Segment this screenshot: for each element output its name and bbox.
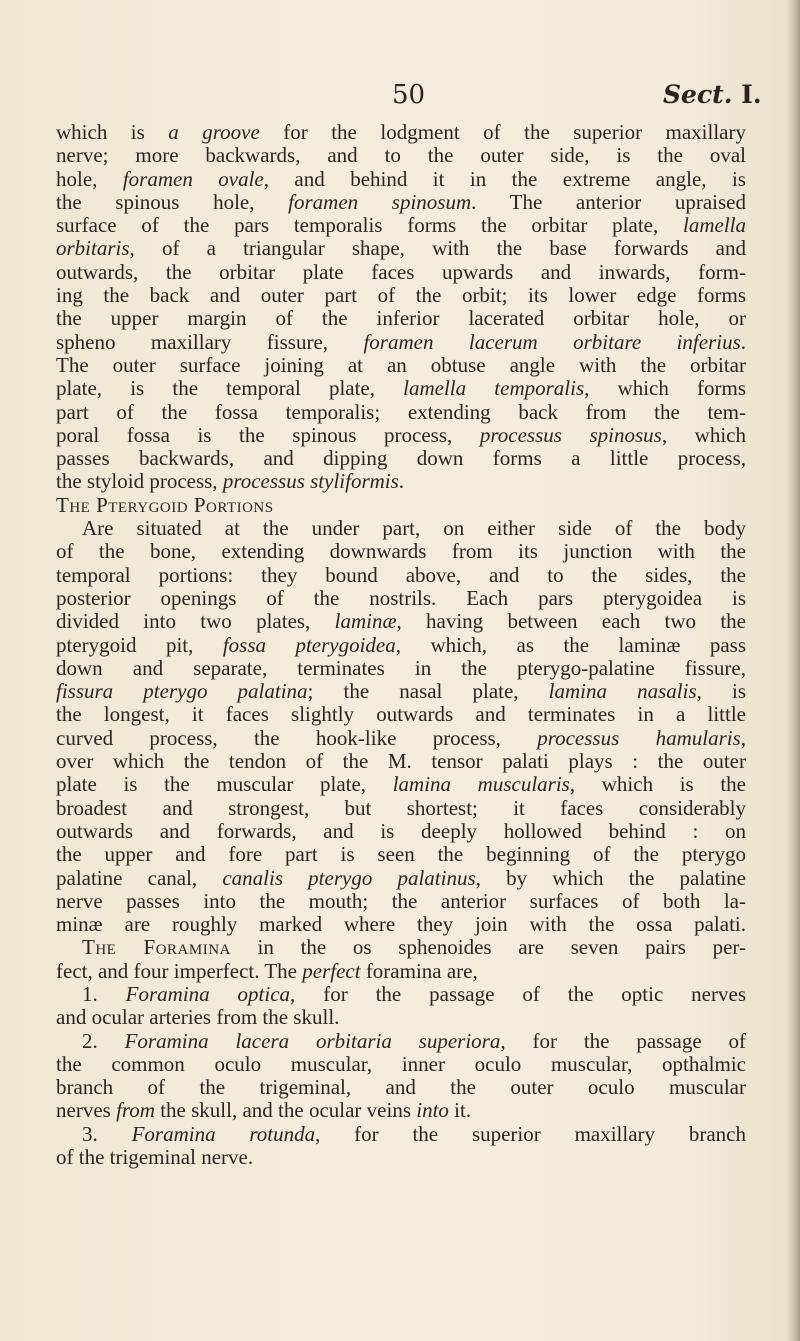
text-line-6: orbitaris, of a triangular shape, with the base forwards and: [56, 236, 746, 261]
text-line-22: divided into two plates, laminæ, having between each two the: [56, 609, 746, 634]
text-line-45: of the trigeminal nerve.: [56, 1145, 254, 1170]
text-line-24: down and separate, terminates in the pterygo-palatine fissure,: [56, 655, 746, 680]
running-head: [663, 80, 762, 109]
text-line-37: fect, and four imperfect. The perfect foramina are,: [56, 958, 478, 983]
text-line-5: surface of the pars temporalis forms the orbitar plate, lamella: [56, 213, 746, 238]
text-line-13: part of the fossa temporalis; extending back from the tem-: [56, 399, 746, 424]
text-line-2: nerve; more backwards, and to the outer side, is the oval: [56, 143, 746, 168]
section-heading-pterygoid: The Pterygoid Portions: [56, 492, 274, 517]
text-line-10: spheno maxillary fissure, foramen lacerum orbitare inferius.: [56, 329, 747, 354]
page-edge-shadow: [786, 0, 800, 1341]
text-line-7: outwards, the orbitar plate faces upwards and inwards, form-: [56, 259, 746, 284]
text-line-19: of the bone, extending downwards from its junction with the: [56, 539, 746, 564]
text-line-4: the spinous hole, foramen spinosum. The anterior upraised: [56, 189, 746, 214]
text-line-16: the styloid process, processus styliformis.: [56, 469, 405, 494]
text-line-14: poral fossa is the spinous process, processus spinosus, which: [56, 422, 746, 447]
text-line-21: posterior openings of the nostrils. Each pars pterygoidea is: [56, 585, 746, 610]
text-line-12: plate, is the temporal plate, lamella temporalis, which forms: [56, 376, 746, 401]
text-line-39: and ocular arteries from the skull.: [56, 1005, 340, 1030]
text-line-26: the longest, it faces slightly outwards and terminates in a little: [56, 702, 746, 727]
page-number: 50: [392, 80, 426, 110]
text-line-40: 2. Foramina lacera orbitaria superiora, for the passage of: [82, 1028, 746, 1053]
section-word: Sect.: [663, 80, 733, 109]
text-line-18: Are situated at the under part, on either side of the body: [82, 516, 746, 541]
page-header: [0, 80, 800, 114]
section-number: I.: [741, 80, 762, 109]
text-line-44: 3. Foramina rotunda, for the superior maxillary branch: [82, 1121, 746, 1146]
text-line-23: pterygoid pit, fossa pterygoidea, which, as the laminæ pass: [56, 632, 747, 657]
text-line-43: nerves from the skull, and the ocular veins into it.: [56, 1098, 472, 1123]
text-line-9: the upper margin of the inferior lacerated orbitar hole, or: [56, 306, 746, 331]
text-line-25: fissura pterygo palatina; the nasal plate, lamina nasalis, is: [56, 679, 746, 704]
text-line-15: passes backwards, and dipping down forms a little process,: [56, 446, 746, 471]
body-text: [56, 121, 746, 1169]
text-line-38: 1. Foramina optica, for the passage of the optic nerves: [82, 981, 746, 1006]
text-line-28: over which the tendon of the M. tensor palati plays : the outer: [56, 749, 746, 774]
text-line-33: palatine canal, canalis pterygo palatinus, by which the palatine: [56, 865, 746, 890]
text-line-30: broadest and strongest, but shortest; it faces considerably: [56, 795, 746, 820]
text-line-8: ing the back and outer part of the orbit; its lower edge forms: [56, 283, 746, 308]
text-line-34: nerve passes into the mouth; the anterior surfaces of both la-: [56, 888, 746, 913]
text-line-31: outwards and forwards, and is deeply hollowed behind : on: [56, 818, 746, 843]
text-line-41: the common oculo muscular, inner oculo muscular, opthalmic: [56, 1051, 746, 1076]
text-line-1: which is a groove for the lodgment of the superior maxillary: [56, 120, 747, 144]
text-line-29: plate is the muscular plate, lamina muscularis, which is the: [56, 772, 747, 797]
text-line-27: curved process, the hook-like process, processus hamularis,: [56, 725, 746, 750]
text-line-11: The outer surface joining at an obtuse angle with the orbitar: [56, 352, 746, 377]
text-line-36: The Foramina in the os sphenoides are seven pairs per-: [82, 935, 746, 960]
text-line-20: temporal portions: they bound above, and to the sides, the: [56, 562, 746, 587]
text-line-32: the upper and fore part is seen the beginning of the pterygo: [56, 842, 746, 867]
text-line-42: branch of the trigeminal, and the outer oculo muscular: [56, 1075, 746, 1100]
text-line-35: minæ are roughly marked where they join with the ossa palati.: [56, 912, 746, 937]
text-line-3: hole, foramen ovale, and behind it in the extreme angle, is: [56, 166, 746, 191]
